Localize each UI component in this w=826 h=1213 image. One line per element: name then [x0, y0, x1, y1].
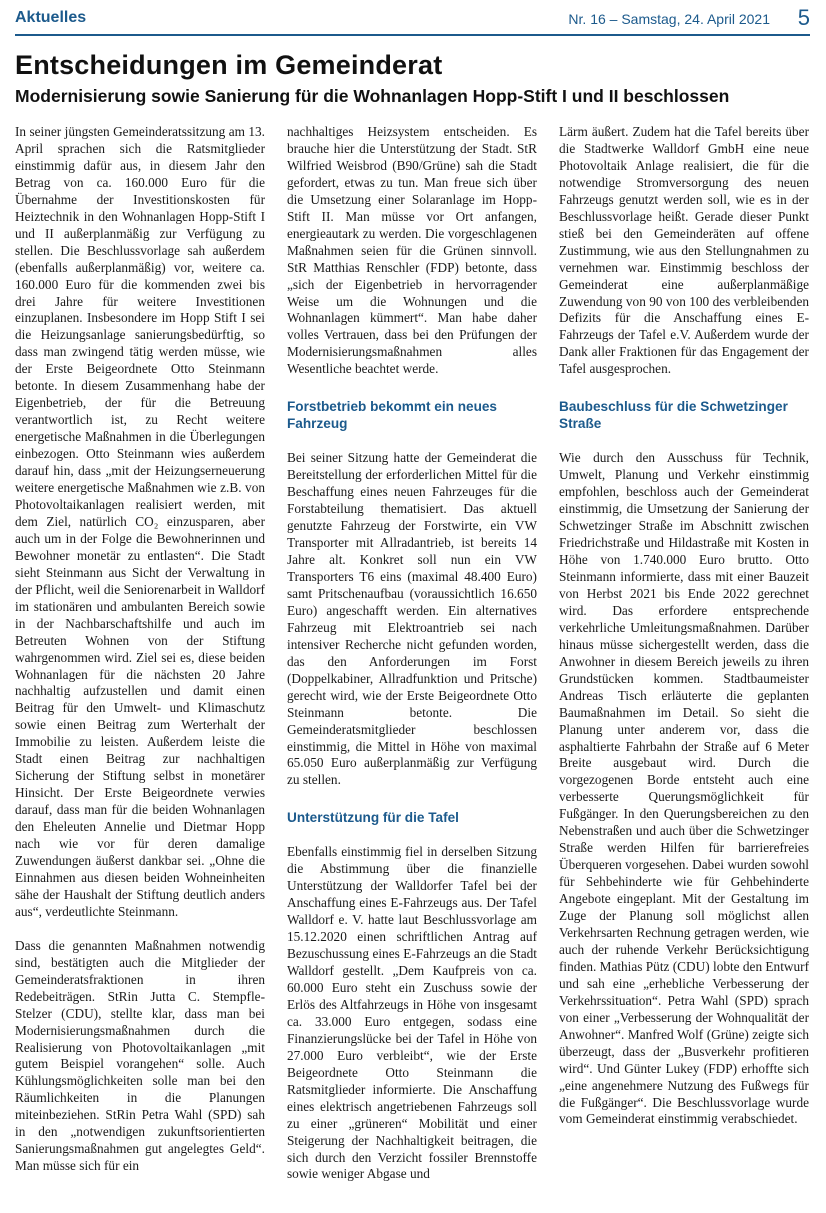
text-column-2 — [287, 124, 537, 1209]
page-number: 5 — [797, 5, 810, 30]
issue-date: Nr. 16 – Samstag, 24. April 2021 — [568, 11, 770, 27]
section-heading-forstbetrieb: Forstbetrieb bekommt ein neues Fahrzeug — [287, 399, 497, 432]
paragraph: nachhaltiges Heizsystem entscheiden. Es brauche hier die Unterstützung der Stadt. StR Wilfried Weisbrod (B90/Grüne) sah die Stadt gefordert, etwas zu tun. Man freue sich über die Umsetzung einer Solaranlage im Hopp-Stift II. Man müsse vor Ort anfangen, energieautark zu werden. Die vorgeschlagenen Maßnahmen seien für die Grünen sinnvoll. StR Matthias Renschler (FDP) betonte, dass „sich der Eigenbetrieb in hervorragender Weise um die Wohnungen und die Wohnanlagen kümmert“. Man habe daher volles Vertrauen, dass bei den Prüfungen der Modernisierungsmaßnahmen alles Wesentliche beachtet werde. — [287, 124, 537, 377]
paragraph: Dass die genannten Maßnahmen notwendig sind, bestätigten auch die Mitglieder der Gemeinderatsfraktionen in ihren Redebeiträgen. StRin Jutta C. Stempfle-Stelzer (CDU), stellte klar, dass man bei Modernisierungsmaßnahmen durch die Realisierung von Photovoltaikanlagen „mit gutem Beispiel vorangehen“ solle. Auch Kühlungsmöglichkeiten solle man bei den Räumlichkeiten in die Planungen miteinbeziehen. StRin Petra Wahl (SPD) sah in den „notwendigen zukunftsorientierten Sanierungsmaßnahmen gut angelegtes Geld“. Man müsse sich für ein — [15, 937, 265, 1174]
paragraph: Wie durch den Ausschuss für Technik, Umwelt, Planung und Verkehr einstimmig empfohlen, beschloss auch der Gemeinderat einstimmig, die Umsetzung der Sanierung der Schwetzinger Straße im Abschnitt zwischen Friedrichstraße und Hildastraße mit Kosten in Höhe von 1.740.000 Euro brutto. Otto Steinmann informierte, dass mit einer Bauzeit von Herbst 2021 bis Ende 2022 gerechnet wird. Das erfordere entsprechende verkehrliche Umleitungsmaßnahmen. Darüber hinaus müsse sichergestellt werden, dass die Anwohner in diesem Bereich jeweils zu ihren Grundstücken kommen. Stadtbaumeister Andreas Tisch erläuterte die geplanten Baumaßnahmen im Detail. So sieht die Planung unter anderem vor, dass die asphaltierte Fahrbahn der Straße auf 6 Meter Breite ausgebaut wird. Durch die vorgezogenen Borde entsteht auch eine verbesserte Querungsmöglichkeit für Fußgänger. In den Querungsbereichen zu den Nebenstraßen und auch über die Schwetzinger Straße werden Hilfen für barrierefreies Überqueren vorgesehen. Dabei wurden sowohl für Sehbehinderte wie für Gehbehinderte Angebote eingeplant. Mit der Gestaltung im Zuge der Planung soll möglichst allen Verkehrsarten Rechnung getragen werden, wie auch der ruhende Verkehr Berücksichtigung finden. Mathias Pütz (CDU) lobte den Entwurf und sah eine „erhebliche Verbesserung der Verkehrssituation“. Petra Wahl (SPD) sprach von einer „Verbesserung der Wohnqualität der Anwohner“. Manfred Wolf (Grüne) zeigte sich überzeugt, dass der „Busverkehr profitieren wird“. Und Günter Lukey (FDP) erhoffte sich „eine angenehmere Nutzung des Fußwegs für die Fußgänger“. Die Beschlussvorlage wurde vom Gemeinderat einstimmig verabschiedet. — [559, 450, 809, 1127]
text-column-3 — [559, 124, 809, 1209]
text-column-1 — [15, 124, 265, 1209]
page-header — [15, 6, 810, 36]
article-subheadline: Modernisierung sowie Sanierung für die Wohnanlagen Hopp-Stift I und II beschlossen — [15, 86, 730, 106]
section-heading-schwetzinger-strasse: Baubeschluss für die Schwetzinger Straße — [559, 399, 788, 432]
article-headline: Entscheidungen im Gemeinderat — [15, 50, 443, 80]
section-title: Aktuelles — [15, 9, 87, 26]
paragraph: Ebenfalls einstimmig fiel in derselben Sitzung die Abstimmung über die finanzielle Unterstützung der Walldorfer Tafel bei der Anschaffung eines E-Fahrzeugs aus. Der Tafel Walldorf e. V. hatte laut Beschlussvorlage am 15.12.2020 einen schriftlichen Antrag auf Bezuschussung eines E-Fahrzeugs an die Stadt Walldorf gestellt. „Dem Kaufpreis von ca. 60.000 Euro steht ein Zuschuss sowie der Erlös des Altfahrzeugs in Höhe von insgesamt ca. 33.000 Euro entgegen, sodass eine Finanzierungslücke bei der Tafel in Höhe von 27.000 Euro verbleibt“, wie der Erste Beigeordnete Otto Steinmann die Ratsmitglieder informierte. Die Anschaffung eines elektrisch angetriebenen Fahrzeugs soll zu einer „grüneren“ Mobilität und einer Steigerung der Nachhaltigkeit beitragen, die sich durch den Verzicht fossiler Brennstoffe sowie weniger Abgase und — [287, 844, 537, 1182]
paragraph: In seiner jüngsten Gemeinderatssitzung am 13. April sprachen sich die Ratsmitglieder einstimmig dafür aus, in diesem Jahr den Betrag von ca. 160.000 Euro für die Übernahme der Investitionskosten für Heiztechnik in den Wohnanlagen Hopp-Stift I und II außerplanmäßig zur Verfügung zu stellen. Die Beschlussvorlage sah außerdem (ebenfalls außerplanmäßig) vor, weitere ca. 160.000 Euro für die kommenden zwei bis drei Jahre für weitere Investitionen einzuplanen. Insbesondere im Hopp Stift I sei die Heizungsanlage sanierungsbedürftig, so dass man zwingend tätig werden müsse, wie der Erste Beigeordnete Otto Steinmann betonte. In diesem Zusammenhang habe der Eigenbetrieb, der für die Betreuung verantwortlich ist, zu Recht weitere energetische Maßnahmen in die Überlegungen einbezogen. Otto Steinmann wies außerdem darauf hin, dass „mit der Heizungserneuerung weitere energetische Maßnahmen wie z.B. von Photovoltaikanlagen realisiert werden, mit dem Ziel, natürlich CO₂ einzusparen, aber auch um in der Folge die Bewohnerinnen und Bewohner monetär zu entlasten“. Die Stadt sieht Steinmann aus Sicht der Verwaltung in der Pflicht, weil die Seniorenarbeit in Walldorf im stationären und ambulanten Bereich sowie in der Nachbarschaftshilfe und auch im Betreuten Wohnen von der Stiftung wahrgenommen wird. Ziel sei es, diese beiden Wohnanlagen für die nächsten 20 Jahre nachhaltig aufzustellen und damit einen Beitrag für den Umwelt- und Klimaschutz sowie einen Beitrag zum Werterhalt der Immobilie zu leisten. Außerdem leiste die Stadt einen Beitrag zur nachhaltigen Sicherung der Stiftung selbst in monetärer Hinsicht. Der Erste Beigeordnete verwies darauf, dass man für die beiden Wohnanlagen den Eheleuten Annelie und Dietmar Hopp nach wie vor für deren damalige Zuwendungen äußerst dankbar sei. „Ohne die Einnahmen aus diesen beiden Wohneinheiten sähe der Haushalt der Stiftung deutlich anders aus“, verdeutlichte Steinmann. — [15, 124, 265, 919]
paragraph: Bei seiner Sitzung hatte der Gemeinderat die Bereitstellung der erforderlichen Mittel für die Beschaffung eines neuen Fahrzeuges für die Forstabteilung thematisiert. Das aktuell genutzte Fahrzeug der Forstwirte, ein VW Transporter mit Allradantrieb, ist bereits 14 Jahre alt. Konkret soll nun ein VW Transporters T6 eins (maximal 48.400 Euro) samt Pritschenaufbau (voraussichtlich 16.650 Euro) angeschafft werden. Ein alternatives Fahrzeug mit Elektroantrieb sei nach intensiver Recherche nicht gefunden worden, das den Anforderungen im Forst (Doppelkabiner, Allradfunktion und Pritsche) gerecht wird, wie der Erste Beigeordnete Otto Steinmann betonte. Die Gemeinderatsmitglieder beschlossen einstimmig, die Mittel in Höhe von maximal 65.050 Euro außerplanmäßig zur Verfügung zu stellen. — [287, 450, 537, 788]
section-heading-tafel: Unterstützung für die Tafel — [287, 810, 459, 826]
paragraph: Lärm äußert. Zudem hat die Tafel bereits über die Stadtwerke Walldorf GmbH eine neue Photovoltaik Anlage realisiert, die für die notwendige Stromversorgung des neuen Fahrzeugs genutzt werden soll, wie es in der Beschlussvorlage heißt. Gerade dieser Punkt stieß bei den Gemeinderäten auf offene Zustimmung, wie aus den Stellungnahmen zu vernehmen war. Einstimmig beschloss der Gemeinderat eine außerplanmäßige Zuwendung von 90 von 100 des verbleibenden Defizits für die Anschaffung eines E-Fahrzeugs der Tafel e.V. Außerdem wurde der Dank aller Fraktionen für das Engagement der Tafel ausgesprochen. — [559, 124, 809, 377]
